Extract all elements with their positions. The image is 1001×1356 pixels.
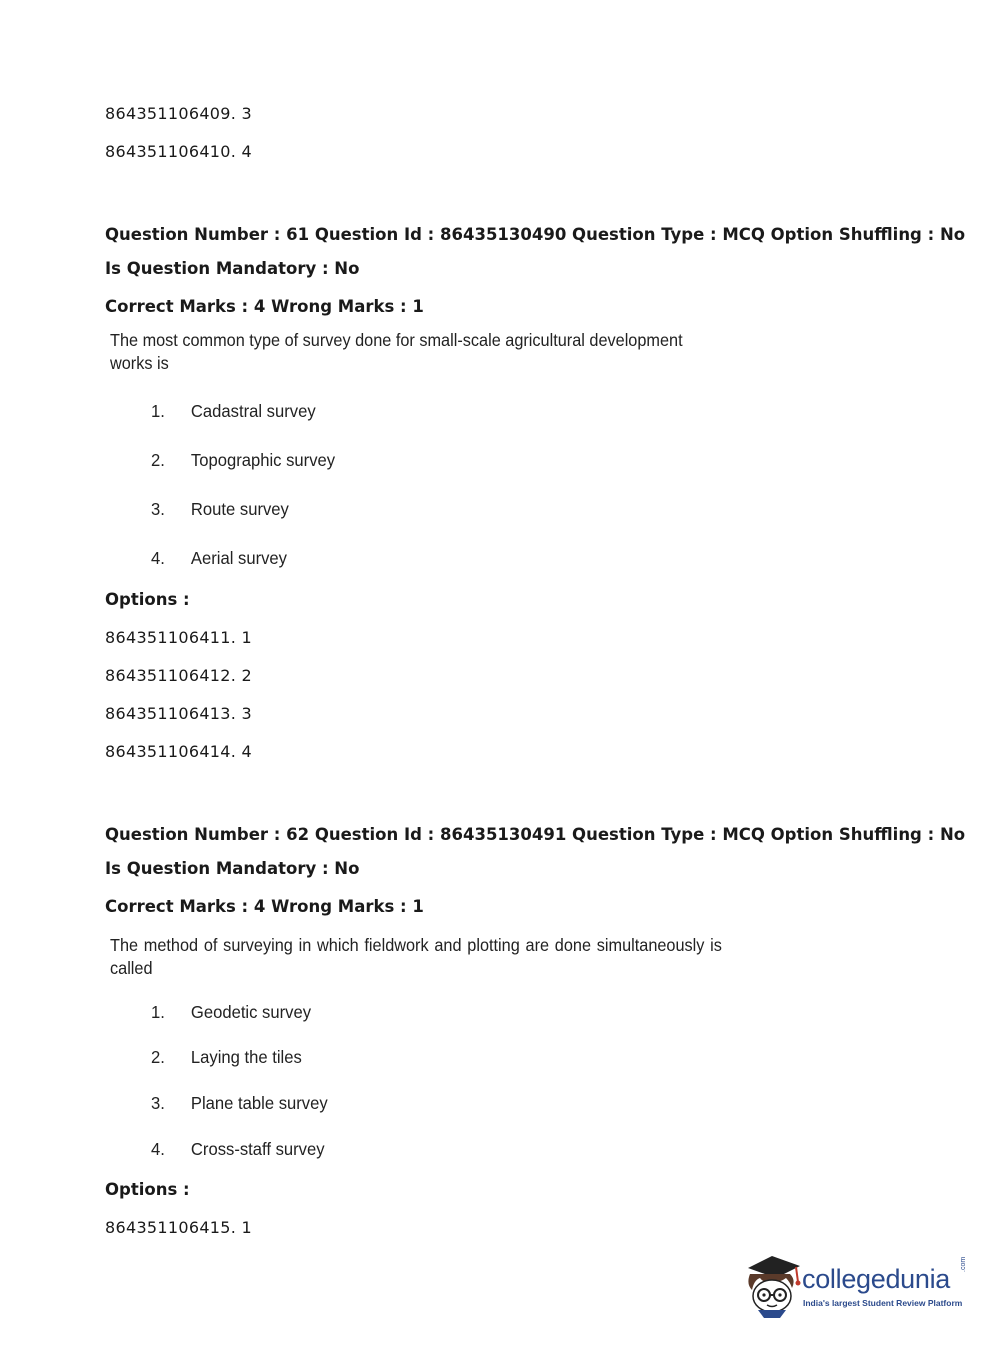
logo-com: .com [960, 1256, 967, 1272]
option-line: 864351106409. 3 [105, 104, 253, 123]
choice-number: 4. [151, 1139, 165, 1159]
choice-number: 1. [151, 1002, 165, 1022]
option-line: 864351106413. 3 [105, 704, 253, 723]
choice-number: 2. [151, 1047, 165, 1067]
option-line: 864351106415. 1 [105, 1218, 253, 1237]
choice-number: 4. [151, 548, 165, 568]
choice-text: Cadastral survey [190, 401, 316, 421]
logo-wordmark: collegedunia [802, 1264, 951, 1294]
options-label: Options : [105, 590, 190, 609]
collegedunia-logo [742, 1250, 972, 1320]
question-text: The method of surveying in which fieldwork and plotting are done simultaneously is called [110, 935, 722, 978]
choice-text: Laying the tiles [190, 1047, 302, 1067]
question-marks: Correct Marks : 4 Wrong Marks : 1 [105, 297, 424, 316]
option-line: 864351106410. 4 [105, 142, 253, 161]
question-meta: Question Number : 61 Question Id : 86435130490 Question Type : MCQ Option Shuffling : No [105, 225, 966, 244]
choice-text: Cross-staff survey [190, 1139, 325, 1159]
question-text: The most common type of survey done for small-scale agricultural development works is [110, 330, 683, 373]
question-mandatory: Is Question Mandatory : No [105, 859, 360, 878]
question-mandatory: Is Question Mandatory : No [105, 259, 360, 278]
choice-number: 3. [151, 1093, 165, 1113]
choice-number: 1. [151, 401, 165, 421]
question-marks: Correct Marks : 4 Wrong Marks : 1 [105, 897, 424, 916]
option-line: 864351106412. 2 [105, 666, 253, 685]
logo-tagline: India's largest Student Review Platform [803, 1298, 963, 1308]
choice-text: Aerial survey [190, 548, 287, 568]
option-line: 864351106411. 1 [105, 628, 253, 647]
options-label: Options : [105, 1180, 190, 1199]
mascot-icon [742, 1250, 802, 1318]
choice-text: Plane table survey [190, 1093, 328, 1113]
question-meta: Question Number : 62 Question Id : 86435130491 Question Type : MCQ Option Shuffling : No [105, 825, 966, 844]
choice-text: Topographic survey [190, 450, 336, 470]
option-line: 864351106414. 4 [105, 742, 253, 761]
choice-number: 2. [151, 450, 165, 470]
choice-text: Route survey [190, 499, 289, 519]
choice-text: Geodetic survey [190, 1002, 312, 1022]
choice-number: 3. [151, 499, 165, 519]
